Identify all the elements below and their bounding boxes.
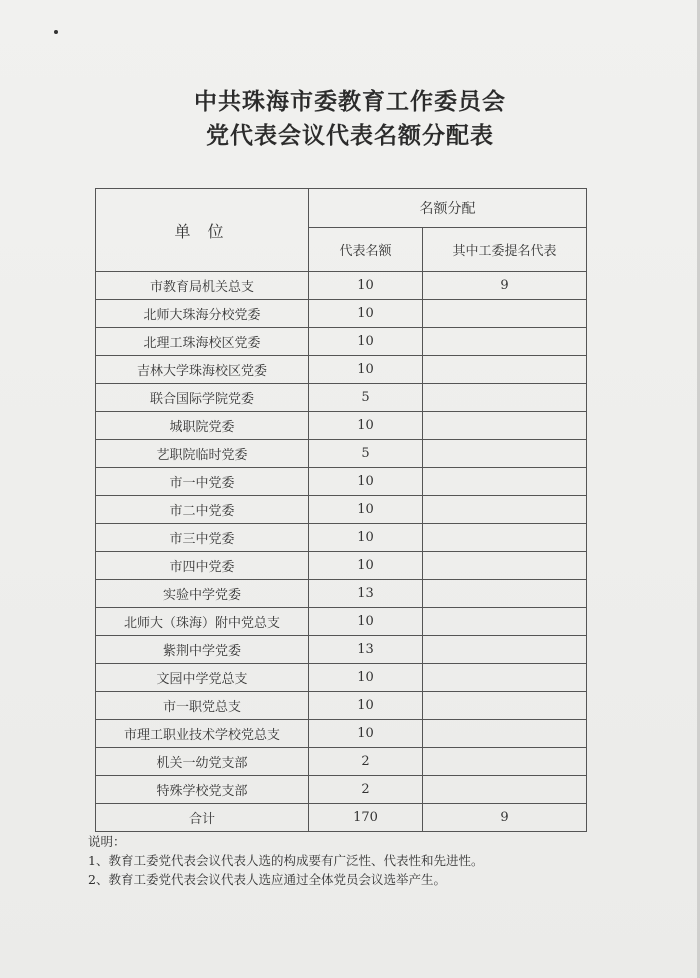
table-row [96, 524, 587, 552]
cell-quota: 10 [309, 664, 423, 692]
cell-nominated [423, 300, 587, 328]
table-row [96, 636, 587, 664]
table-row [96, 356, 587, 384]
table-row [96, 412, 587, 440]
cell-quota: 5 [309, 384, 423, 412]
cell-nominated [423, 636, 587, 664]
cell-unit: 机关一幼党支部 [96, 748, 309, 776]
table-row [96, 496, 587, 524]
cell-unit: 北师大（珠海）附中党总支 [96, 608, 309, 636]
table-row [96, 608, 587, 636]
cell-unit: 市教育局机关总支 [96, 272, 309, 300]
table-body [96, 272, 587, 832]
cell-unit: 市二中党委 [96, 496, 309, 524]
cell-nominated [423, 412, 587, 440]
cell-quota: 10 [309, 608, 423, 636]
cell-unit: 北师大珠海分校党委 [96, 300, 309, 328]
cell-unit: 市一中党委 [96, 468, 309, 496]
cell-unit: 紫荆中学党委 [96, 636, 309, 664]
cell-quota: 13 [309, 636, 423, 664]
cell-unit: 市四中党委 [96, 552, 309, 580]
scan-speck [54, 30, 58, 34]
table-row [96, 580, 587, 608]
cell-quota: 10 [309, 300, 423, 328]
cell-quota: 10 [309, 412, 423, 440]
note-item-1: 1、教育工委党代表会议代表人选的构成要有广泛性、代表性和先进性。 [88, 853, 484, 868]
table-row [96, 552, 587, 580]
table-row [96, 300, 587, 328]
cell-unit: 城职院党委 [96, 412, 309, 440]
cell-quota: 13 [309, 580, 423, 608]
table-row [96, 468, 587, 496]
cell-unit: 联合国际学院党委 [96, 384, 309, 412]
cell-nominated [423, 692, 587, 720]
header-quota-group: 名额分配 [309, 189, 587, 228]
cell-quota: 10 [309, 692, 423, 720]
cell-unit: 市三中党委 [96, 524, 309, 552]
cell-nominated: 9 [423, 272, 587, 300]
cell-unit: 特殊学校党支部 [96, 776, 309, 804]
cell-nominated [423, 356, 587, 384]
cell-nominated: 9 [423, 804, 587, 832]
header-nominated: 其中工委提名代表 [423, 228, 587, 272]
cell-quota: 2 [309, 776, 423, 804]
cell-nominated [423, 440, 587, 468]
cell-unit: 市理工职业技术学校党总支 [96, 720, 309, 748]
cell-quota: 10 [309, 272, 423, 300]
table-row [96, 664, 587, 692]
cell-quota: 10 [309, 328, 423, 356]
cell-nominated [423, 384, 587, 412]
cell-quota: 10 [309, 552, 423, 580]
cell-quota: 170 [309, 804, 423, 832]
cell-nominated [423, 720, 587, 748]
cell-unit: 吉林大学珠海校区党委 [96, 356, 309, 384]
cell-nominated [423, 664, 587, 692]
cell-unit: 艺职院临时党委 [96, 440, 309, 468]
table-row [96, 720, 587, 748]
notes-heading: 说明： [88, 834, 126, 849]
cell-nominated [423, 496, 587, 524]
table-row [96, 776, 587, 804]
cell-quota: 10 [309, 468, 423, 496]
cell-quota: 10 [309, 524, 423, 552]
table-row [96, 692, 587, 720]
cell-unit: 北理工珠海校区党委 [96, 328, 309, 356]
table-row [96, 440, 587, 468]
cell-nominated [423, 328, 587, 356]
document-title-line2: 党代表会议代表名额分配表 [206, 123, 494, 149]
cell-quota: 10 [309, 720, 423, 748]
cell-nominated [423, 468, 587, 496]
header-quota: 代表名额 [309, 228, 423, 272]
cell-nominated [423, 580, 587, 608]
quota-allocation-table [95, 188, 587, 832]
cell-quota: 5 [309, 440, 423, 468]
table-row [96, 328, 587, 356]
cell-nominated [423, 748, 587, 776]
notes-section [88, 832, 483, 889]
cell-nominated [423, 552, 587, 580]
note-item-2: 2、教育工委党代表会议代表人选应通过全体党员会议选举产生。 [88, 872, 446, 887]
cell-unit: 实验中学党委 [96, 580, 309, 608]
table-row [96, 384, 587, 412]
document-title-line1: 中共珠海市委教育工作委员会 [194, 89, 506, 115]
cell-quota: 10 [309, 496, 423, 524]
cell-quota: 2 [309, 748, 423, 776]
cell-unit: 市一职党总支 [96, 692, 309, 720]
table-row-total [96, 804, 587, 832]
table-row [96, 748, 587, 776]
cell-nominated [423, 776, 587, 804]
table-row [96, 272, 587, 300]
cell-nominated [423, 524, 587, 552]
cell-quota: 10 [309, 356, 423, 384]
cell-unit: 合计 [96, 804, 309, 832]
cell-unit: 文园中学党总支 [96, 664, 309, 692]
cell-nominated [423, 608, 587, 636]
header-unit: 单 位 [96, 189, 309, 272]
